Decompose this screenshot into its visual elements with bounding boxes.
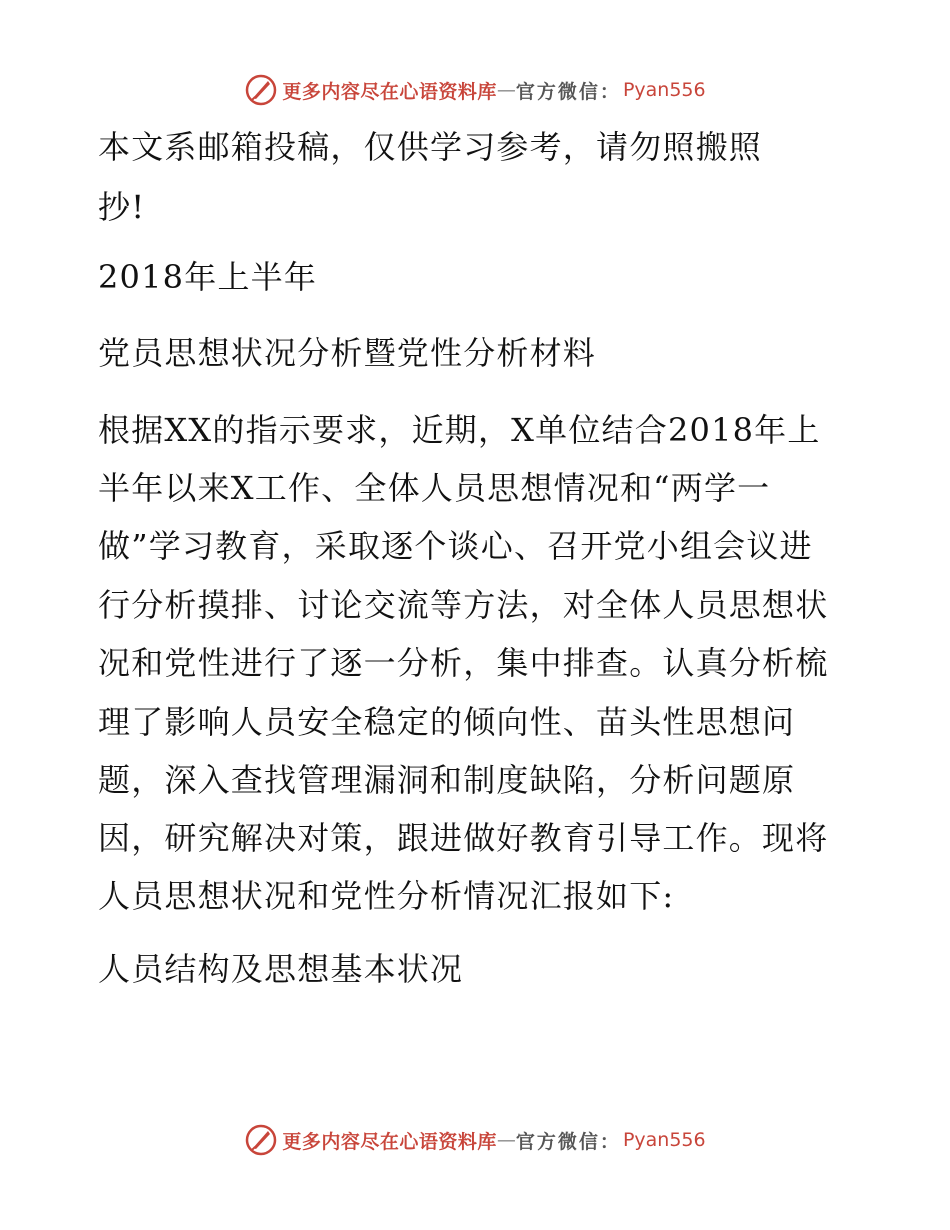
- watermark-dash: —: [496, 1129, 516, 1151]
- body-line: 况和党性进行了逐一分析，集中排查。认真分析梳: [98, 644, 829, 682]
- watermark-dash: —: [496, 79, 516, 101]
- watermark-official-label: 官方微信：: [515, 1130, 621, 1153]
- watermark-brand-text: 更多内容尽在心语资料库: [282, 80, 497, 103]
- quill-logo-icon: [244, 1123, 278, 1157]
- quill-logo-icon: [244, 73, 278, 107]
- body-line: 题，深入查找管理漏洞和制度缺陷，分析问题原: [98, 761, 796, 799]
- notice-line-1: 本文系邮箱投稿，仅供学习参考，请勿照搬照: [98, 128, 763, 166]
- document-title: 党员思想状况分析暨党性分析材料: [98, 334, 597, 372]
- body-line: 半年以来X工作、全体人员思想情况和“两学一: [98, 469, 771, 507]
- watermark-brand-text: 更多内容尽在心语资料库: [282, 1130, 497, 1153]
- watermark-wechat-id: Pyan556: [622, 79, 706, 101]
- body-line: 做”学习教育，采取逐个谈心、召开党小组会议进: [98, 527, 813, 565]
- notice-line-2: 抄!: [98, 188, 146, 226]
- body-line: 人员思想状况和党性分析情况汇报如下:: [98, 877, 675, 915]
- body-line: 因，研究解决对策，跟进做好教育引导工作。现将: [98, 819, 829, 857]
- footer-watermark-banner: [0, 1120, 950, 1160]
- watermark-official-label: 官方微信：: [515, 80, 621, 103]
- header-watermark-banner: [0, 70, 950, 110]
- watermark-wechat-id: Pyan556: [622, 1129, 706, 1151]
- body-line: 理了影响人员安全稳定的倾向性、苗头性思想问: [98, 703, 796, 741]
- section-heading: 人员结构及思想基本状况: [98, 950, 464, 988]
- body-line: 行分析摸排、讨论交流等方法，对全体人员思想状: [98, 586, 829, 624]
- body-line: 根据XX的指示要求，近期，X单位结合2018年上: [98, 411, 821, 449]
- period-heading: 2018年上半年: [98, 258, 318, 296]
